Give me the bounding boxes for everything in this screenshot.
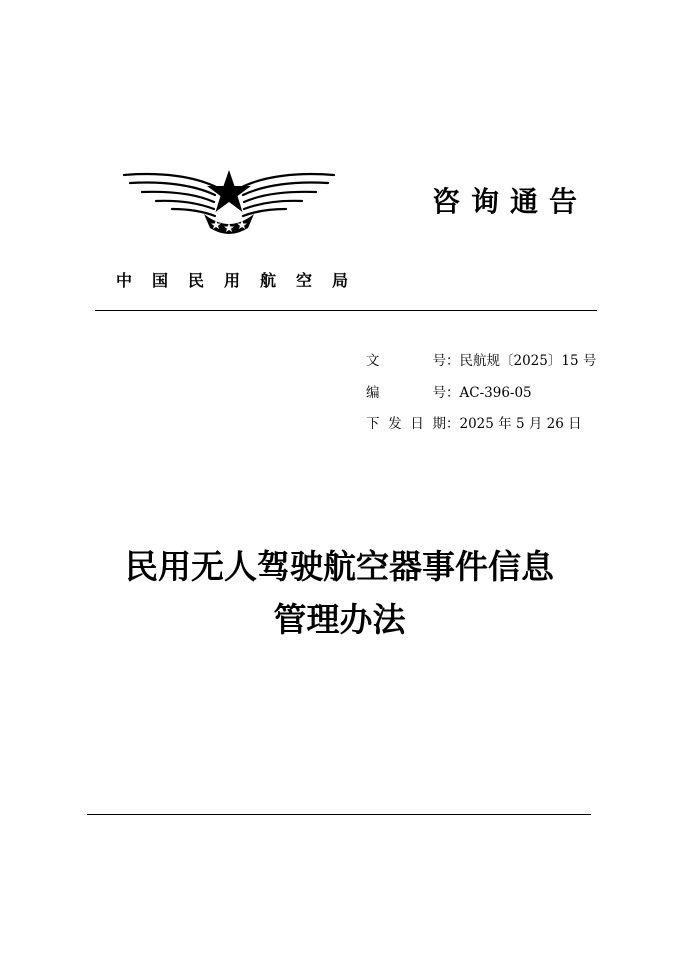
footer-divider: [87, 814, 591, 815]
meta-value: 2025 年 5 月 26 日: [459, 416, 582, 432]
document-meta: [366, 346, 596, 441]
title-line-1: 民用无人驾驶航空器事件信息: [125, 547, 554, 586]
meta-value: AC-396-05: [459, 384, 532, 401]
meta-separator: ：: [446, 353, 460, 369]
document-title: [0, 540, 679, 646]
document-type-label: 咨询通告: [432, 185, 589, 218]
meta-row-issue-date: [366, 409, 596, 441]
meta-value: 民航规〔2025〕15 号: [459, 353, 597, 369]
title-line-2: 管理办法: [273, 600, 406, 639]
meta-label: 文号: [366, 353, 446, 369]
organization-name: 中国民用航空局: [116, 271, 369, 290]
caac-emblem-icon: [120, 168, 338, 238]
meta-label: 下发日期: [366, 416, 446, 432]
header-divider: [95, 310, 597, 311]
meta-separator: ：: [446, 416, 460, 432]
meta-row-serial-number: [366, 378, 596, 410]
meta-separator: ：: [446, 384, 460, 401]
meta-label: 编号: [366, 384, 446, 401]
meta-row-doc-number: [366, 346, 596, 378]
